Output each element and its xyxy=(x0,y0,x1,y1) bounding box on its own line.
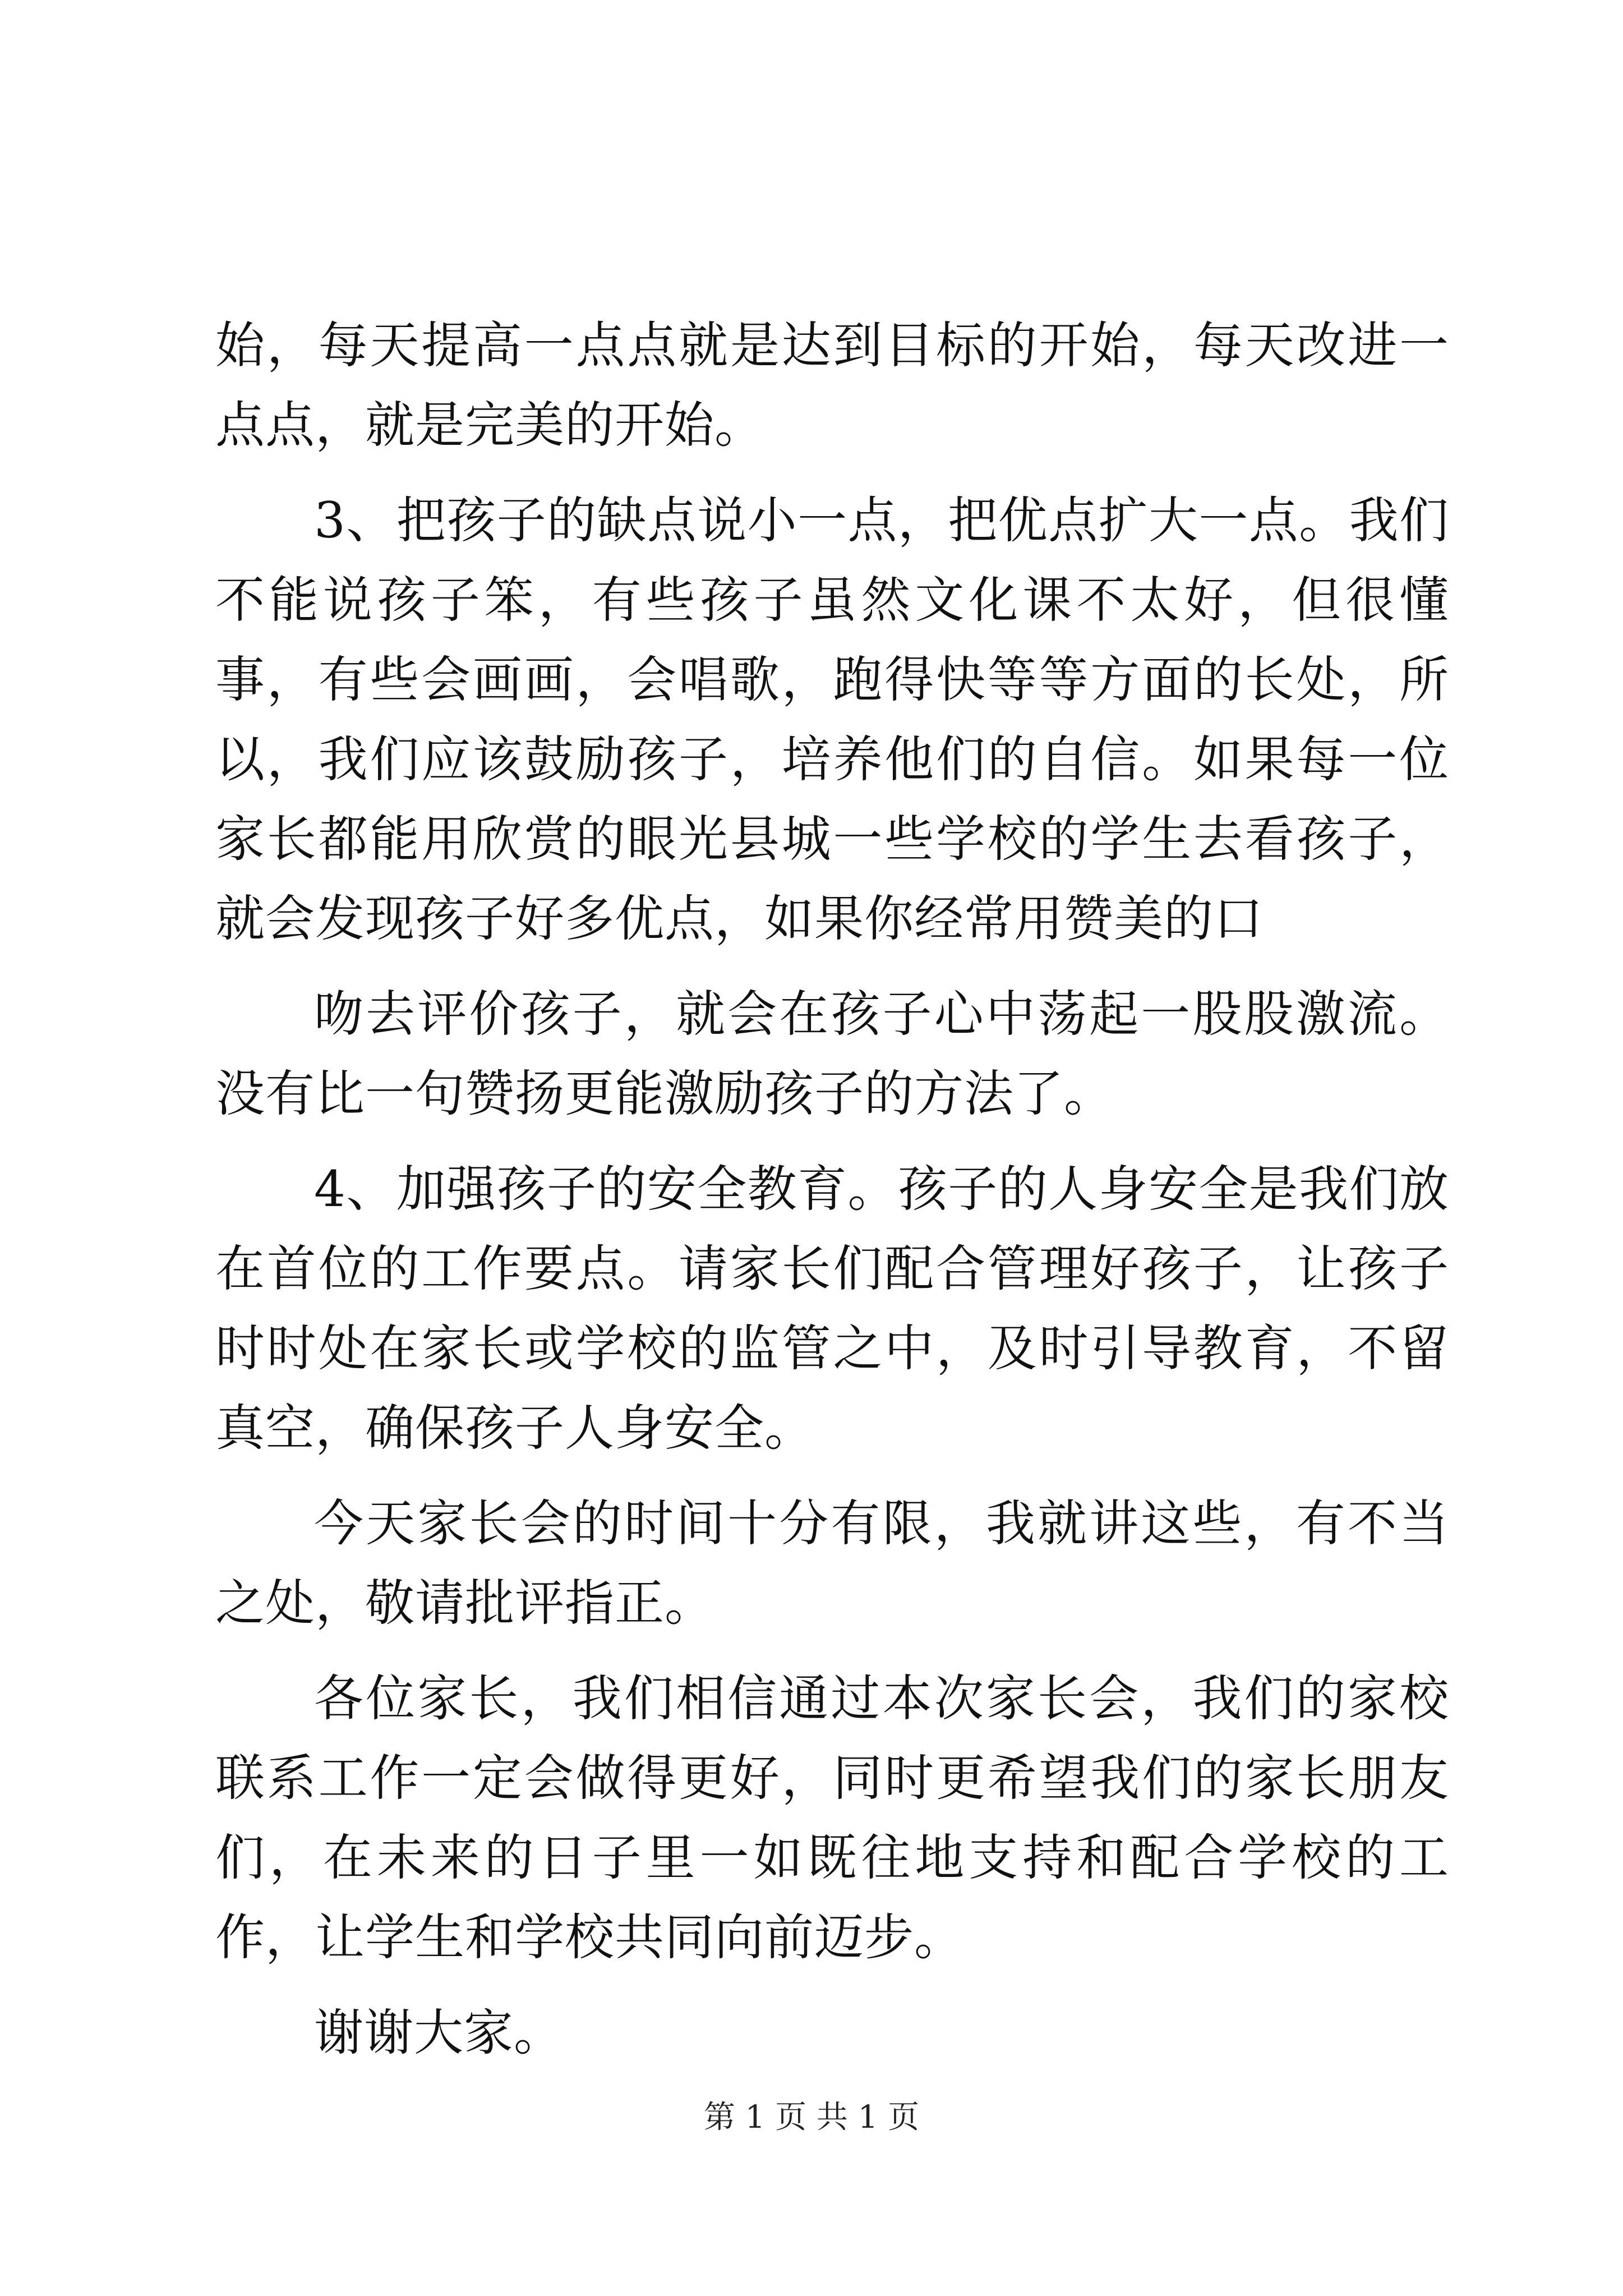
paragraph-point-3-continued: 吻去评价孩子，就会在孩子心中荡起一股股激流。没有比一句赞扬更能激励孩子的方法了。 xyxy=(215,985,1449,1122)
document-body xyxy=(215,306,1449,2088)
paragraph-point-4: 4、加强孩子的安全教育。孩子的人身安全是我们放在首位的工作要点。请家长们配合管理好孩子，让孩子时时处在家长或学校的监管之中，及时引导教育，不留真空，确保孩子人身安全。 xyxy=(215,1160,1449,1457)
paragraph-continuation: 始，每天提高一点点就是达到目标的开始，每天改进一点点，就是完美的开始。 xyxy=(215,316,1449,454)
paragraph-point-3: 3、把孩子的缺点说小一点，把优点扩大一点。我们不能说孩子笨，有些孩子虽然文化课不太好，但很懂事，有些会画画，会唱歌，跑得快等等方面的长处，所以，我们应该鼓励孩子，培养他们的自信。如果每一位家长都能用欣赏的眼光县城一些学校的学生去看孩子，就会发现孩子好多优点，如果你经常用赞美的口 xyxy=(215,491,1449,947)
paragraph-closing-remarks: 今天家长会的时间十分有限，我就讲这些，有不当之处，敬请批评指正。 xyxy=(215,1494,1449,1632)
page-footer: 第 1 页 共 1 页 xyxy=(703,2099,920,2136)
paragraph-thanks: 谢谢大家。 xyxy=(314,2004,564,2062)
paragraph-address-parents: 各位家长，我们相信通过本次家长会，我们的家校联系工作一定会做得更好，同时更希望我们的家长朋友们，在未来的日子里一如既往地支持和配合学校的工作，让学生和学校共同向前迈步。 xyxy=(215,1669,1449,1966)
